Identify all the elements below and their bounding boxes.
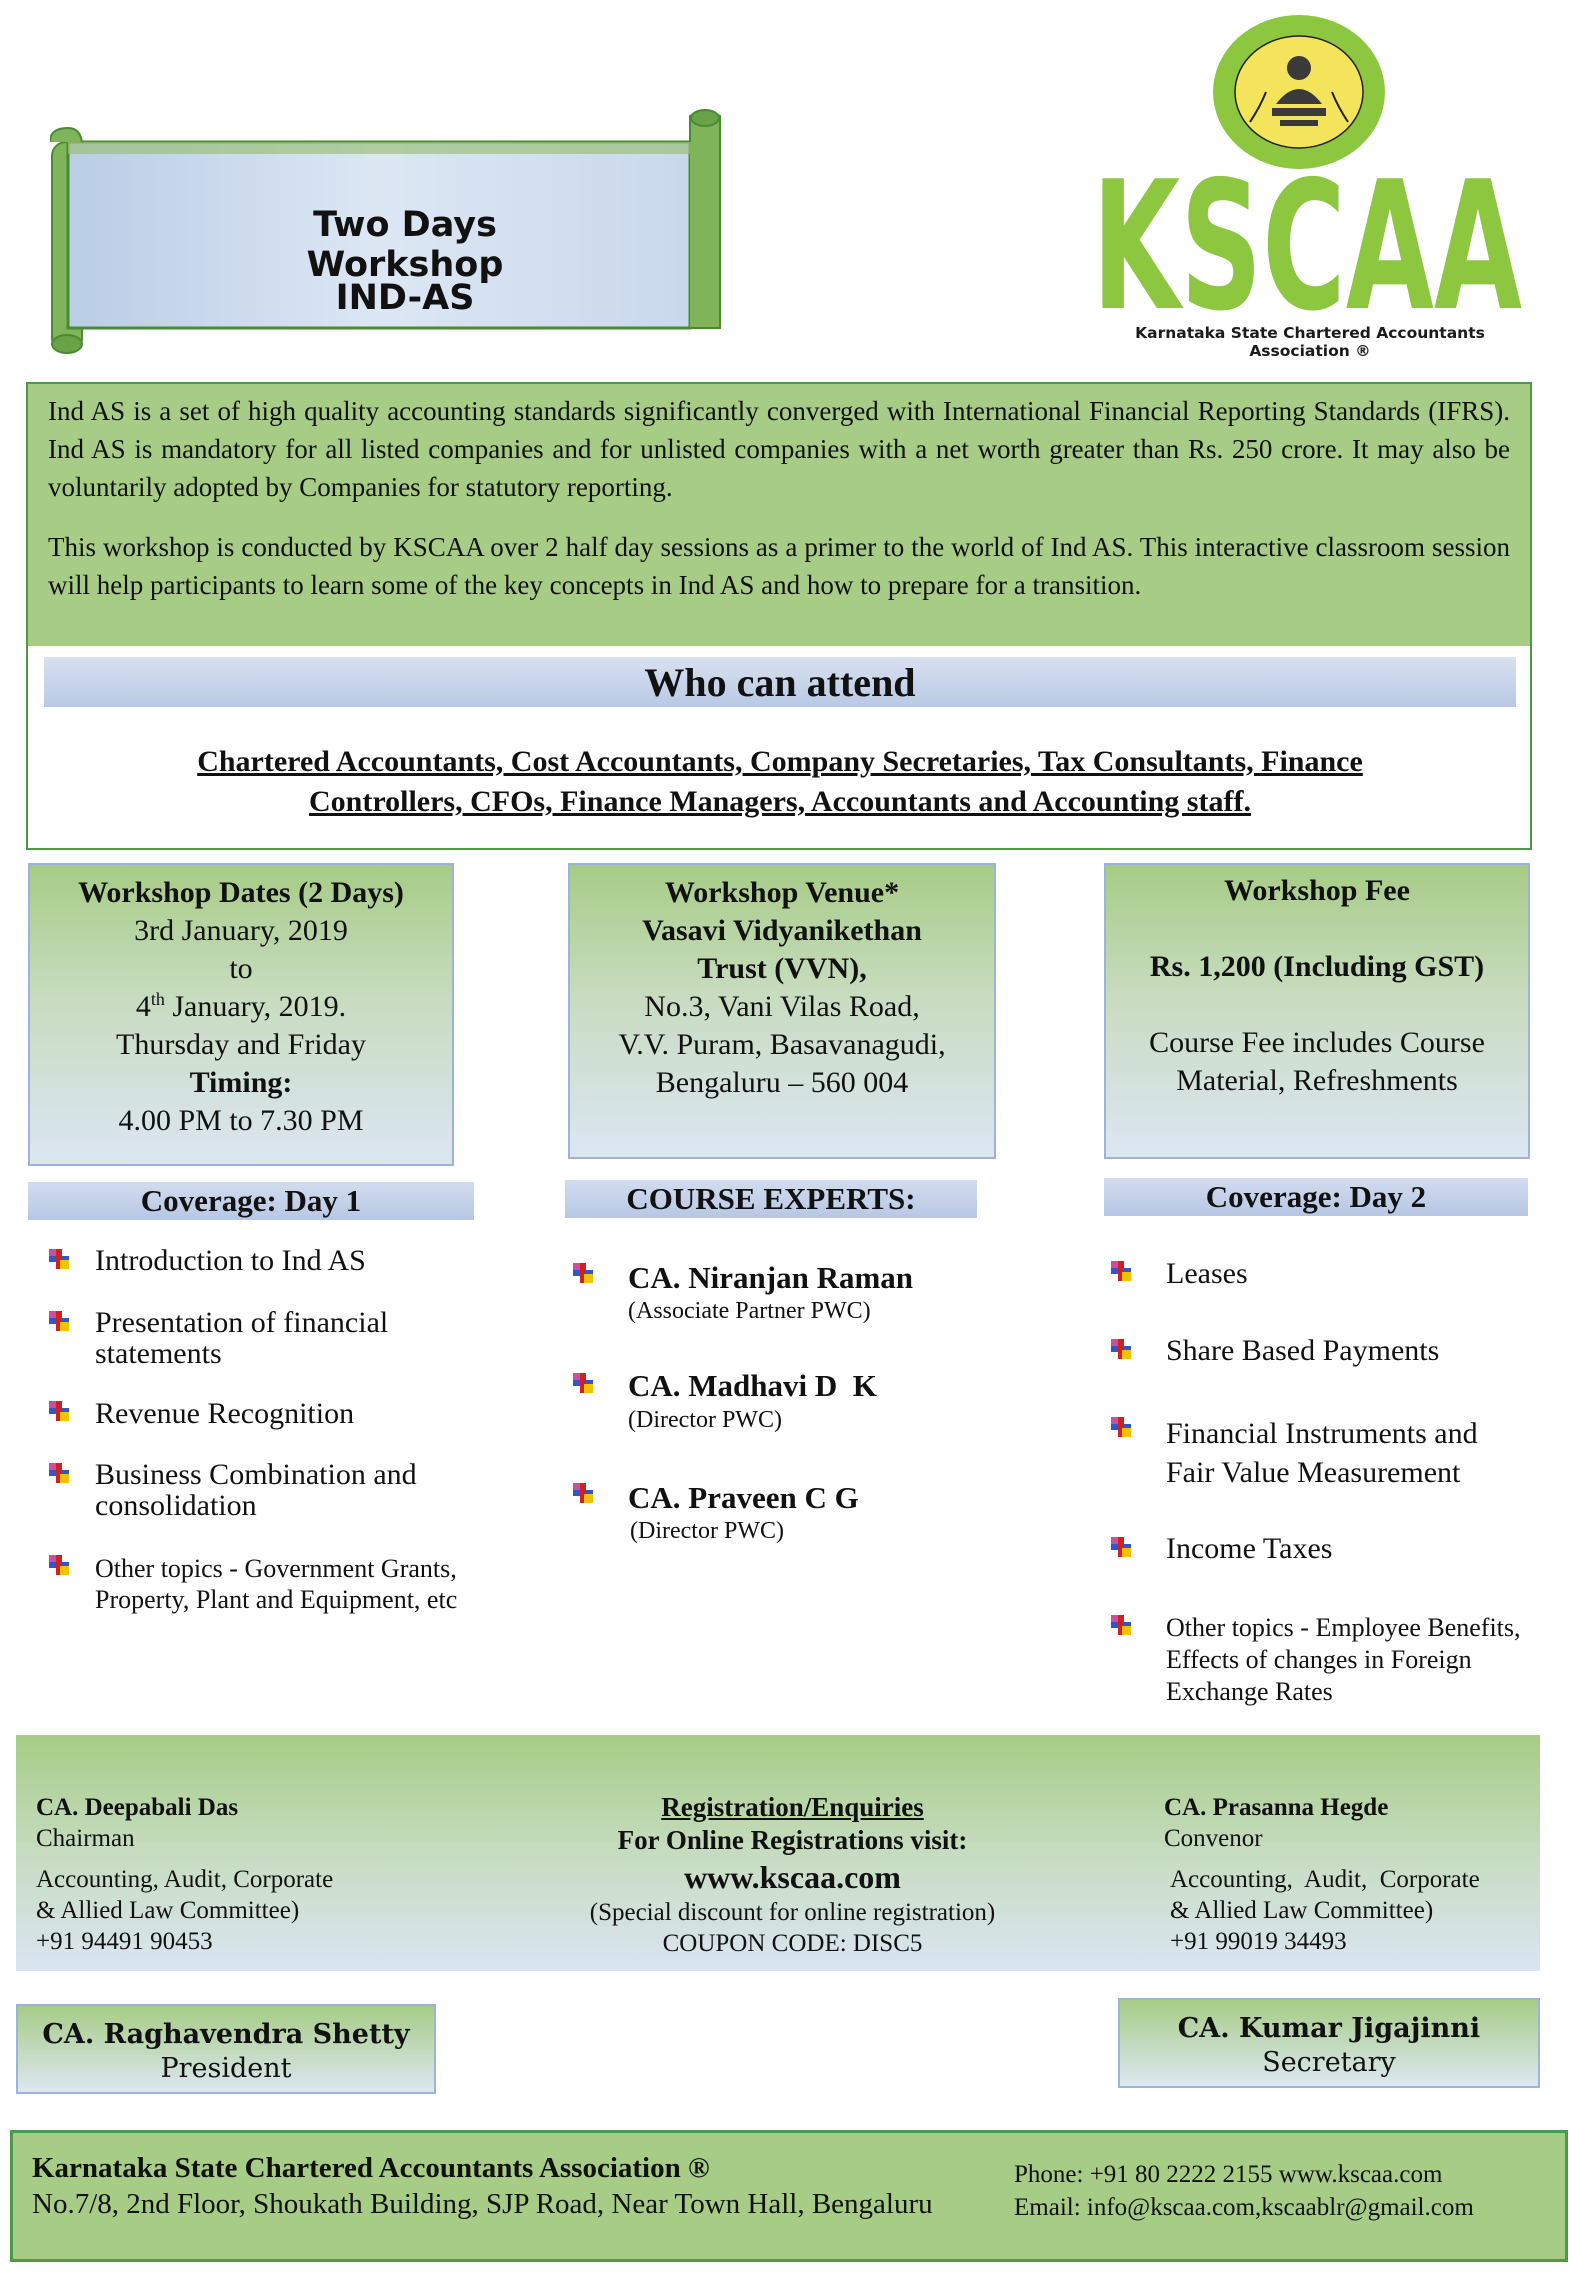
venue-heading: Workshop Venue* <box>664 876 900 909</box>
venue-address-1: No.3, Vani Vilas Road, <box>644 990 920 1023</box>
venue-address-3: Bengaluru – 560 004 <box>655 1066 909 1099</box>
who-line-2: Controllers, CFOs, Finance Managers, Accountants and Accounting staff. <box>309 785 1251 818</box>
secretary-box <box>1118 1998 1540 2088</box>
chairman-role: Chairman <box>36 1825 135 1852</box>
expert-role-2: (Director PWC) <box>628 1407 782 1433</box>
day1-item-4: Business Combination and consolidation <box>95 1458 417 1522</box>
registration-line: For Online Registrations visit: <box>617 1825 968 1855</box>
day2-item-4: Income Taxes <box>1166 1532 1333 1565</box>
president-name: CA. Raghavendra Shetty <box>42 2019 410 2050</box>
bullet-icon <box>1108 1414 1134 1440</box>
day1-item-1: Introduction to Ind AS <box>95 1244 366 1277</box>
convenor-committee-2: & Allied Law Committee) <box>1170 1897 1434 1924</box>
who-can-attend-title: Who can attend <box>644 660 916 705</box>
bullet-icon <box>570 1370 596 1396</box>
venue-name-1: Vasavi Vidyanikethan <box>642 914 922 947</box>
bullet-icon <box>46 1398 72 1424</box>
timing-value: 4.00 PM to 7.30 PM <box>118 1104 364 1137</box>
footer-org-name: Karnataka State Chartered Accountants Association ® <box>32 2152 710 2184</box>
footer-phone: Phone: +91 80 2222 2155 www.kscaa.com <box>1014 2161 1443 2188</box>
convenor-phone: +91 99019 34493 <box>1170 1928 1347 1955</box>
chairman-phone: +91 94491 90453 <box>36 1928 213 1955</box>
dates-heading: Workshop Dates (2 Days) <box>78 876 404 909</box>
convenor-contact <box>1164 1792 1480 1957</box>
bullet-icon <box>1108 1534 1134 1560</box>
registration-url-link[interactable]: www.kscaa.com <box>684 1859 901 1895</box>
president-box <box>16 2004 436 2094</box>
expert-role-1: (Associate Partner PWC) <box>628 1298 871 1324</box>
footer-address: No.7/8, 2nd Floor, Shoukath Building, SJP Road, Near Town Hall, Bengaluru <box>32 2188 933 2220</box>
dates-days: Thursday and Friday <box>116 1028 366 1061</box>
chairman-contact <box>36 1792 333 1957</box>
kscaa-seal-logo <box>1210 12 1388 172</box>
fee-amount: Rs. 1,200 (Including GST) <box>1149 950 1485 983</box>
venue-address-2: V.V. Puram, Basavanagudi, <box>618 1028 946 1061</box>
intro-paragraph-2: This workshop is conducted by KSCAA over 2 half day sessions as a primer to the world of Ind AS. This interactive classroom session will help participants to learn some of the key concepts in Ind AS and how to prepare for a transition. <box>48 532 1510 600</box>
dates-to: to <box>229 952 253 985</box>
fee-note-1: Course Fee includes Course <box>1149 1026 1485 1059</box>
workshop-dates-text <box>28 874 454 1140</box>
kscaa-wordmark <box>1085 158 1530 328</box>
convenor-role: Convenor <box>1164 1825 1263 1852</box>
footer-email: Email: info@kscaa.com,kscaablr@gmail.com <box>1014 2194 1474 2221</box>
chairman-committee-2: & Allied Law Committee) <box>36 1897 300 1924</box>
fee-note-2: Material, Refreshments <box>1176 1064 1458 1097</box>
fee-heading: Workshop Fee <box>1224 874 1410 907</box>
banner-subtitle: IND-AS <box>335 278 475 318</box>
day1-item-5: Other topics - Government Grants, Property, Plant and Equipment, etc <box>95 1554 458 1614</box>
dates-end: 4th January, 2019. <box>135 989 347 1023</box>
coverage-day1-heading: Coverage: Day 1 <box>28 1182 474 1220</box>
who-line-1: Chartered Accountants, Cost Accountants, Company Secretaries, Tax Consultants, Finance <box>197 745 1363 778</box>
bullet-icon <box>570 1260 596 1286</box>
bullet-icon <box>46 1308 72 1334</box>
day1-item-2: Presentation of financial statements <box>95 1306 389 1370</box>
kscaa-tagline: Karnataka State Chartered Accountants Association ® <box>1135 324 1485 360</box>
day2-item-5: Other topics - Employee Benefits, Effects of changes in Foreign Exchange Rates <box>1166 1613 1521 1706</box>
president-role: President <box>160 2053 292 2084</box>
registration-heading: Registration/Enquiries <box>661 1792 924 1822</box>
expert-name-2: CA. Madhavi D K <box>628 1368 877 1403</box>
registration-coupon: COUPON CODE: DISC5 <box>662 1930 923 1957</box>
expert-name-3: CA. Praveen C G <box>628 1480 859 1515</box>
banner-title: Two Days Workshop <box>306 205 504 285</box>
bullet-icon <box>1108 1336 1134 1362</box>
day2-item-3: Financial Instruments and Fair Value Measurement <box>1166 1417 1478 1489</box>
day2-item-1: Leases <box>1166 1257 1248 1290</box>
workshop-fee-text <box>1104 872 1530 1100</box>
day1-item-3: Revenue Recognition <box>95 1397 355 1430</box>
coverage-day2-heading: Coverage: Day 2 <box>1104 1178 1528 1216</box>
registration-info <box>540 1792 1045 1959</box>
workshop-venue-text <box>568 874 996 1102</box>
bullet-icon <box>1108 1258 1134 1284</box>
dates-start: 3rd January, 2019 <box>134 914 348 947</box>
day2-item-2: Share Based Payments <box>1166 1334 1440 1367</box>
venue-name-2: Trust (VVN), <box>697 952 867 985</box>
secretary-name: CA. Kumar Jigajinni <box>1177 2013 1481 2044</box>
secretary-role: Secretary <box>1262 2047 1396 2078</box>
timing-label: Timing: <box>189 1066 293 1099</box>
kscaa-wordmark-text: KSCAA <box>1092 158 1522 328</box>
convenor-name: CA. Prasanna Hegde <box>1164 1794 1389 1821</box>
expert-name-1: CA. Niranjan Raman <box>628 1260 914 1295</box>
expert-role-3: (Director PWC) <box>630 1518 784 1544</box>
chairman-committee-1: Accounting, Audit, Corporate <box>36 1866 334 1893</box>
course-experts-heading: COURSE EXPERTS: <box>565 1180 977 1218</box>
convenor-committee-1: Accounting, Audit, Corporate <box>1170 1866 1480 1893</box>
bullet-icon <box>570 1480 596 1506</box>
bullet-icon <box>46 1460 72 1486</box>
bullet-icon <box>46 1246 72 1272</box>
bullet-icon <box>1108 1612 1134 1638</box>
bullet-icon <box>46 1552 72 1578</box>
who-can-attend-list <box>90 742 1470 822</box>
registration-discount: (Special discount for online registration) <box>589 1899 996 1926</box>
intro-paragraph-1: Ind AS is a set of high quality accounting standards significantly converged with International Financial Reporting Standards (IFRS). Ind AS is mandatory for all listed companies and for unlisted companies with a net worth greater than Rs. 250 crore. It may also be voluntarily adopted by Companies for statutory reporting. <box>48 396 1510 502</box>
chairman-name: CA. Deepabali Das <box>36 1794 239 1821</box>
